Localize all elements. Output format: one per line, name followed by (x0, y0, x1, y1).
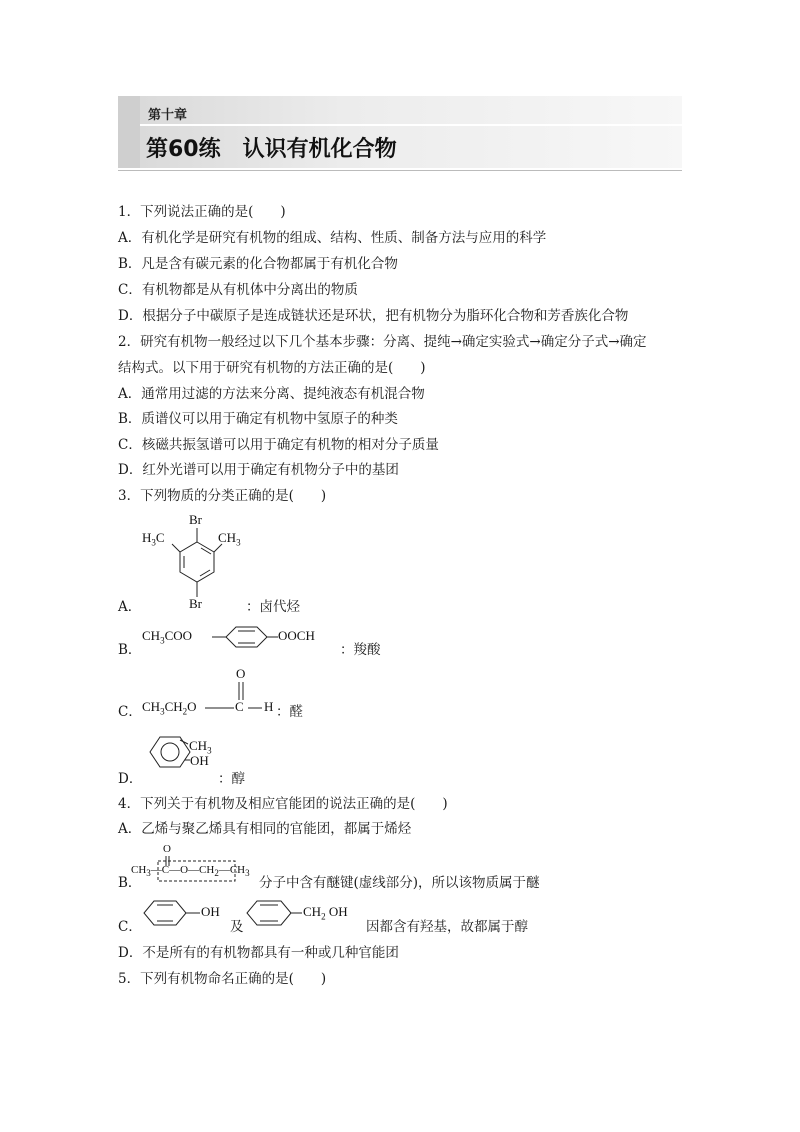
q2-stem-line1: 2．研究有机物一般经过以下几个基本步骤：分离、提纯→确定实验式→确定分子式→确定 (118, 334, 647, 350)
q2-option-c: C．核磁共振氢谱可以用于确定有机物的相对分子质量 (118, 437, 439, 453)
q2-option-b: B．质谱仪可以用于确定有机物中氢原子的种类 (118, 411, 398, 427)
chapter-label: 第十章 (148, 108, 188, 123)
q3-option-c-label: C． (118, 704, 142, 720)
q3a-br-top: Br (189, 512, 202, 527)
q1-option-d: D．根据分子中碳原子是连成链状还是环状，把有机物分为脂环化合物和芳香族化合物 (118, 308, 629, 324)
q2-option-a: A．通常用过滤的方法来分离、提纯液态有机混合物 (118, 386, 425, 402)
q3-option-b-class: ：羧酸 (340, 642, 381, 658)
q3a-ch3: $CH_3$ (218, 530, 241, 548)
q3-option-c-class: ：醛 (276, 704, 303, 720)
q3a-br-bottom: Br (189, 596, 202, 611)
q3b-right-group: OOCH (278, 628, 315, 643)
q4-option-b-label: B． (118, 875, 142, 891)
q4b-formula: $CH_3—C—O—CH_2—CH_3$ (131, 864, 250, 879)
q4-option-d: D．不是所有的有机物都具有一种或几种官能团 (118, 945, 399, 961)
q3c-carbonyl-o: O (236, 666, 246, 681)
q4-option-b-text: 分子中含有醚键(虚线部分)，所以该物质属于醚 (259, 875, 540, 891)
q3-option-b-label: B． (118, 642, 142, 658)
q1-stem: 1．下列说法正确的是( ) (118, 204, 286, 220)
q4c-phenol-oh: OH (201, 904, 220, 919)
q3-stem: 3．下列物质的分类正确的是( ) (118, 488, 327, 504)
q2-stem-line2: 结构式。以下用于研究有机物的方法正确的是( ) (118, 360, 426, 376)
q3c-formula: $CH_3CH_2O$ (142, 699, 197, 717)
q3-option-a-label: A． (118, 599, 142, 615)
q2-option-d: D．红外光谱可以用于确定有机物分子中的基团 (118, 462, 399, 478)
q5-stem: 5．下列有机物命名正确的是( ) (118, 971, 327, 987)
q3-option-d-class: ：醇 (218, 771, 245, 787)
q1-option-c: C．有机物都是从有机体中分离出的物质 (118, 282, 358, 298)
q3c-carbon: C (235, 699, 244, 714)
q4-option-c-label: C． (118, 919, 142, 935)
q3c-hydrogen: H (264, 699, 274, 714)
q3a-h3c: $H_3C$ (142, 530, 165, 548)
exercise-topic: 认识有机化合物 (242, 137, 397, 162)
q3-option-d-label: D． (118, 771, 143, 787)
q4-option-a: A．乙烯与聚乙烯具有相同的官能团，都属于烯烃 (118, 821, 412, 837)
q3b-left-group: $CH_3COO$ (142, 628, 193, 646)
q3d-methyl: $CH_3$ (189, 738, 212, 756)
q4c-and: 及 (230, 919, 244, 935)
q4b-carbonyl-o: O (163, 843, 171, 855)
exercise-number: 第60练 (146, 137, 221, 162)
q3-option-a-class: ：卤代烃 (246, 599, 300, 615)
q4c-benzyl-group: $CH_2$ OH (303, 904, 348, 922)
q4-option-c-text: 因都含有羟基，故都属于醇 (366, 919, 528, 935)
q1-option-b: B．凡是含有碳元素的化合物都属于有机化合物 (118, 256, 398, 272)
q3d-hydroxyl: OH (190, 753, 209, 768)
q1-option-a: A．有机化学是研究有机物的组成、结构、性质、制备方法与应用的科学 (118, 230, 547, 246)
q4-stem: 4．下列关于有机物及相应官能团的说法正确的是( ) (118, 796, 448, 812)
